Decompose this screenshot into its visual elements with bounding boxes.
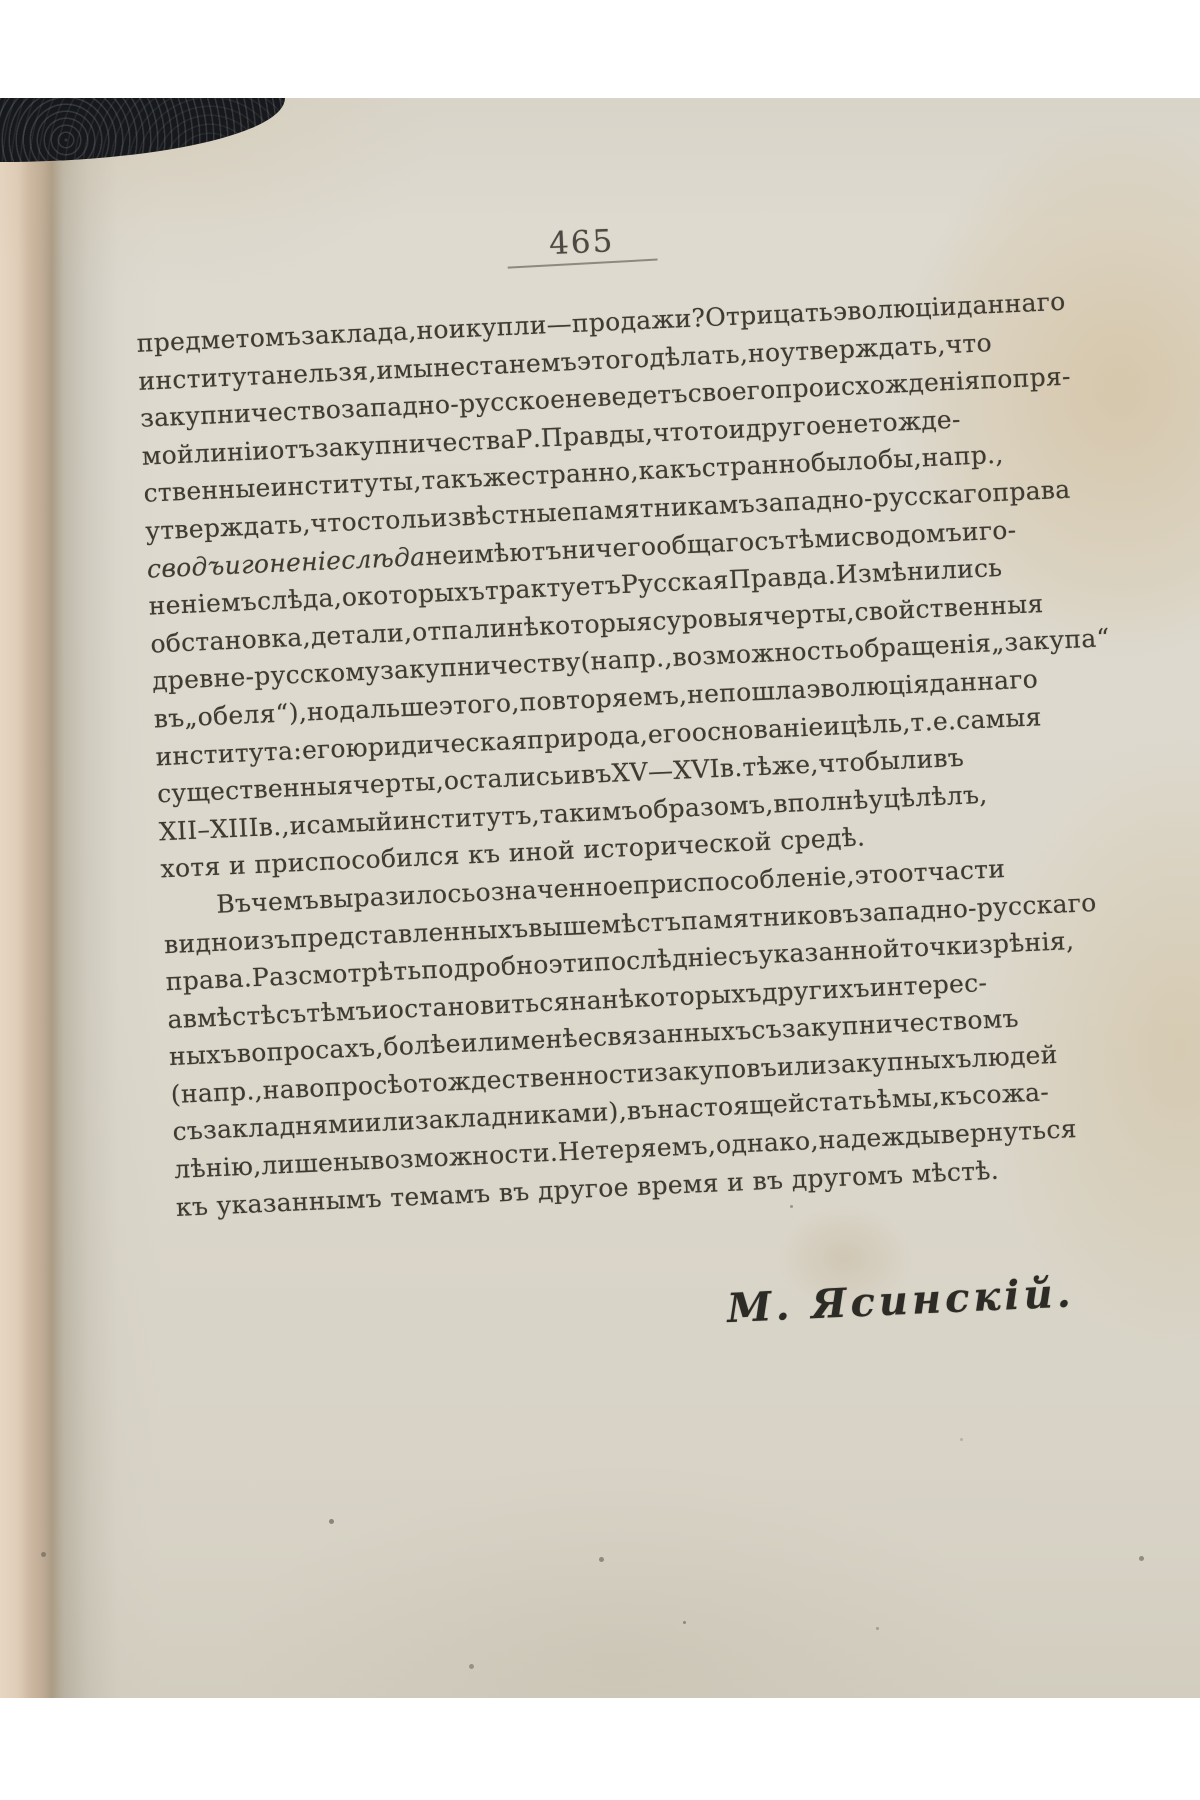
text-line: въ „обеля“), но дальше этого, повторяемъ, не пошла эволюція даннаго xyxy=(153,664,1039,734)
text-line: неніемъ слѣда, о которыхъ трактуетъ Русская Правда. Измѣнились xyxy=(148,553,1003,621)
book-cover-corner xyxy=(0,98,300,218)
body-text xyxy=(136,286,1111,1226)
text-line: Въ чемъ выразилось означенное приспособленіе, это отчасти xyxy=(215,853,1006,919)
text-line: утверждать, что столь извѣстные памятникамъ западно-русскаго права xyxy=(144,474,1072,546)
signature-author: М. Ясинскій. xyxy=(726,1269,1076,1333)
page-number: 465 xyxy=(548,223,616,263)
text-line: (напр., на вопросѣ о тождественности закуповъ или закупныхъ людей xyxy=(170,1039,1059,1109)
text-line: къ указаннымъ темамъ въ другое время и въ другомъ мѣстѣ. xyxy=(175,1155,1000,1222)
text-line: обстановка, детали, отпали нѣкоторыя суровыя черты, свойственныя xyxy=(149,588,1045,659)
book-page xyxy=(0,98,1200,1698)
text-line: сводъ и гоненіе слѣда не имѣютъ ничего общаго съ тѣми сводомъ и го- xyxy=(146,514,1017,584)
text-line: видно изъ представленныхъ выше мѣстъ памятниковъ западно-русскаго xyxy=(163,887,1098,959)
text-line: ныхъ вопросахъ, болѣе или менѣе связанныхъ съ закупничествомъ xyxy=(168,1003,1020,1072)
text-line: предметомъ заклада, но и купли—продажи? Отрицать эволюціи даннаго xyxy=(136,286,1067,358)
text-line: съ закладнями или закладниками), въ настоящей статьѣ мы, къ сожа- xyxy=(171,1077,1050,1147)
text-line: права. Разсмотрѣть подробно эти послѣдніе съ указанной точки зрѣнія, xyxy=(165,926,1075,997)
text-line: лѣнію, лишены возможности. Не теряемъ, однако, надежды вернуться xyxy=(173,1114,1078,1185)
text-line: ственные институты, такъ же странно, какъ странно было бы, напр., xyxy=(142,440,1005,509)
text-line: института нельзя, и мы не станемъ этого дѣлать, но утверждать, что xyxy=(137,327,993,396)
text-line: древне-русскому закупничеству (напр., возможность обращенія „закупа“ xyxy=(151,623,1111,696)
paper-specks xyxy=(0,98,3,101)
text-line: XII– XIII в., и самый институтъ, такимъ образомъ, вполнѣ уцѣлѣлъ, xyxy=(158,779,989,847)
text-line: хотя и приспособился къ иной исторической средѣ. xyxy=(160,822,866,884)
text-line: мой линіи отъ закупничества Р. Правды, что то и другое не тожде- xyxy=(141,404,962,471)
text-line: закупничество западно-русское не ведетъ своего происхожденія по пря- xyxy=(139,361,1072,433)
text-line: существенныя черты, остались и въ XV—XVI в. тѣ же, что были въ xyxy=(156,742,965,809)
page-content xyxy=(132,201,1111,1357)
text-line: института: его юридическая природа, его основаніе и цѣль, т. е. самыя xyxy=(154,701,1043,771)
text-line: а вмѣстѣ съ тѣмъ и остановиться на нѣкоторыхъ другихъ интерес- xyxy=(166,967,988,1034)
